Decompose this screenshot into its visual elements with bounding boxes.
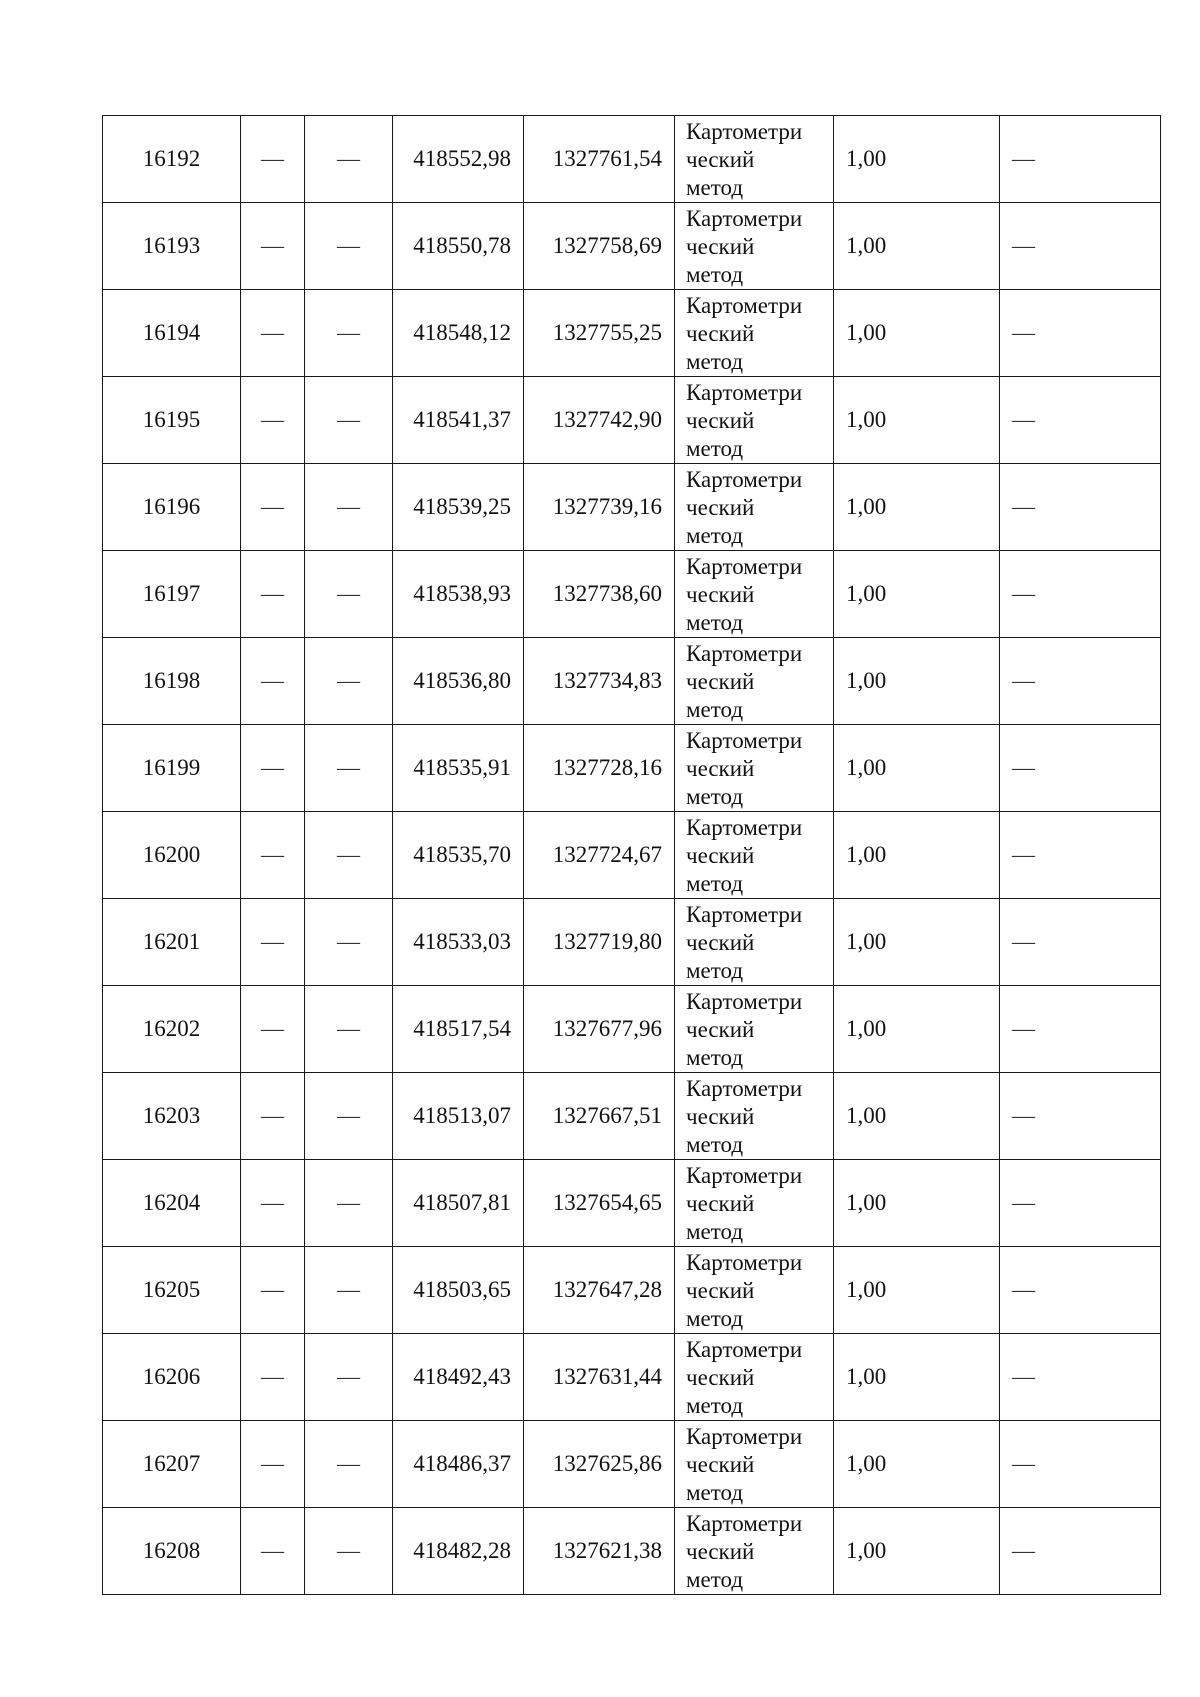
empty-cell: — bbox=[305, 464, 393, 551]
empty-cell: — bbox=[305, 812, 393, 899]
method-line: метод bbox=[686, 523, 744, 548]
method-line: Картометри bbox=[686, 206, 803, 231]
table-row bbox=[103, 1334, 1161, 1421]
empty-cell: — bbox=[305, 116, 393, 203]
point-number: 16197 bbox=[103, 551, 241, 638]
coordinate-y: 1327742,90 bbox=[524, 377, 675, 464]
empty-cell: — bbox=[241, 1508, 305, 1595]
empty-cell: — bbox=[241, 1421, 305, 1508]
coordinate-x: 418535,70 bbox=[393, 812, 524, 899]
precision-value: 1,00 bbox=[834, 1508, 1000, 1595]
empty-cell: — bbox=[1000, 638, 1161, 725]
empty-cell: — bbox=[305, 899, 393, 986]
table-row bbox=[103, 1073, 1161, 1160]
empty-cell: — bbox=[1000, 203, 1161, 290]
empty-cell: — bbox=[1000, 116, 1161, 203]
method-line: метод bbox=[686, 349, 744, 374]
method-line: ческий bbox=[686, 930, 755, 955]
method-line: Картометри bbox=[686, 1424, 803, 1449]
empty-cell: — bbox=[241, 1160, 305, 1247]
empty-cell: — bbox=[1000, 551, 1161, 638]
precision-value: 1,00 bbox=[834, 1160, 1000, 1247]
empty-cell: — bbox=[1000, 986, 1161, 1073]
empty-cell: — bbox=[241, 899, 305, 986]
method-line: ческий bbox=[686, 1191, 755, 1216]
table-row bbox=[103, 638, 1161, 725]
coordinate-x: 418552,98 bbox=[393, 116, 524, 203]
empty-cell: — bbox=[241, 1073, 305, 1160]
method-line: Картометри bbox=[686, 1250, 803, 1275]
method-cell bbox=[675, 203, 834, 290]
method-line: ческий bbox=[686, 1539, 755, 1564]
coordinate-y: 1327647,28 bbox=[524, 1247, 675, 1334]
empty-cell: — bbox=[305, 1508, 393, 1595]
method-cell bbox=[675, 725, 834, 812]
empty-cell: — bbox=[241, 812, 305, 899]
coordinates-table bbox=[102, 115, 1161, 1595]
coordinate-y: 1327719,80 bbox=[524, 899, 675, 986]
coordinate-y: 1327654,65 bbox=[524, 1160, 675, 1247]
precision-value: 1,00 bbox=[834, 1247, 1000, 1334]
method-line: Картометри bbox=[686, 641, 803, 666]
precision-value: 1,00 bbox=[834, 899, 1000, 986]
method-line: метод bbox=[686, 1393, 744, 1418]
empty-cell: — bbox=[305, 725, 393, 812]
method-line: Картометри bbox=[686, 293, 803, 318]
empty-cell: — bbox=[1000, 1508, 1161, 1595]
empty-cell: — bbox=[1000, 377, 1161, 464]
method-line: Картометри bbox=[686, 1076, 803, 1101]
precision-value: 1,00 bbox=[834, 1421, 1000, 1508]
precision-value: 1,00 bbox=[834, 1334, 1000, 1421]
method-line: ческий bbox=[686, 1452, 755, 1477]
method-line: Картометри bbox=[686, 1163, 803, 1188]
method-cell bbox=[675, 638, 834, 725]
method-line: Картометри bbox=[686, 119, 803, 144]
table-row bbox=[103, 116, 1161, 203]
table-row bbox=[103, 1508, 1161, 1595]
empty-cell: — bbox=[1000, 290, 1161, 377]
method-cell bbox=[675, 899, 834, 986]
method-line: метод bbox=[686, 871, 744, 896]
empty-cell: — bbox=[1000, 1073, 1161, 1160]
table-row bbox=[103, 290, 1161, 377]
point-number: 16196 bbox=[103, 464, 241, 551]
method-cell bbox=[675, 1421, 834, 1508]
method-line: ческий bbox=[686, 1017, 755, 1042]
coordinate-x: 418503,65 bbox=[393, 1247, 524, 1334]
empty-cell: — bbox=[305, 377, 393, 464]
empty-cell: — bbox=[1000, 1247, 1161, 1334]
empty-cell: — bbox=[241, 725, 305, 812]
method-line: метод bbox=[686, 784, 744, 809]
point-number: 16202 bbox=[103, 986, 241, 1073]
table-row bbox=[103, 812, 1161, 899]
method-line: метод bbox=[686, 175, 744, 200]
precision-value: 1,00 bbox=[834, 464, 1000, 551]
coordinate-x: 418538,93 bbox=[393, 551, 524, 638]
method-line: Картометри bbox=[686, 554, 803, 579]
precision-value: 1,00 bbox=[834, 725, 1000, 812]
method-line: Картометри bbox=[686, 380, 803, 405]
point-number: 16194 bbox=[103, 290, 241, 377]
empty-cell: — bbox=[241, 551, 305, 638]
point-number: 16206 bbox=[103, 1334, 241, 1421]
empty-cell: — bbox=[241, 638, 305, 725]
empty-cell: — bbox=[241, 986, 305, 1073]
point-number: 16195 bbox=[103, 377, 241, 464]
method-cell bbox=[675, 1160, 834, 1247]
empty-cell: — bbox=[305, 1421, 393, 1508]
empty-cell: — bbox=[1000, 464, 1161, 551]
precision-value: 1,00 bbox=[834, 812, 1000, 899]
coordinate-y: 1327758,69 bbox=[524, 203, 675, 290]
empty-cell: — bbox=[305, 986, 393, 1073]
coordinate-x: 418517,54 bbox=[393, 986, 524, 1073]
method-line: ческий bbox=[686, 234, 755, 259]
method-line: ческий bbox=[686, 495, 755, 520]
method-cell bbox=[675, 986, 834, 1073]
method-cell bbox=[675, 1247, 834, 1334]
coordinate-x: 418550,78 bbox=[393, 203, 524, 290]
method-line: ческий bbox=[686, 1278, 755, 1303]
empty-cell: — bbox=[1000, 1421, 1161, 1508]
method-line: Картометри bbox=[686, 989, 803, 1014]
method-cell bbox=[675, 377, 834, 464]
method-cell bbox=[675, 1073, 834, 1160]
table-row bbox=[103, 1421, 1161, 1508]
method-line: ческий bbox=[686, 582, 755, 607]
coordinate-x: 418482,28 bbox=[393, 1508, 524, 1595]
coordinate-y: 1327738,60 bbox=[524, 551, 675, 638]
empty-cell: — bbox=[1000, 1160, 1161, 1247]
empty-cell: — bbox=[1000, 812, 1161, 899]
empty-cell: — bbox=[241, 1334, 305, 1421]
coordinate-y: 1327677,96 bbox=[524, 986, 675, 1073]
coordinate-x: 418513,07 bbox=[393, 1073, 524, 1160]
coordinate-x: 418507,81 bbox=[393, 1160, 524, 1247]
table-row bbox=[103, 203, 1161, 290]
empty-cell: — bbox=[305, 638, 393, 725]
precision-value: 1,00 bbox=[834, 377, 1000, 464]
point-number: 16207 bbox=[103, 1421, 241, 1508]
point-number: 16200 bbox=[103, 812, 241, 899]
coordinate-y: 1327631,44 bbox=[524, 1334, 675, 1421]
method-line: Картометри bbox=[686, 815, 803, 840]
point-number: 16192 bbox=[103, 116, 241, 203]
point-number: 16204 bbox=[103, 1160, 241, 1247]
method-cell bbox=[675, 1508, 834, 1595]
method-line: ческий bbox=[686, 756, 755, 781]
point-number: 16198 bbox=[103, 638, 241, 725]
table-body bbox=[103, 116, 1161, 1595]
method-line: Картометри bbox=[686, 728, 803, 753]
precision-value: 1,00 bbox=[834, 1073, 1000, 1160]
coordinate-x: 418486,37 bbox=[393, 1421, 524, 1508]
coordinate-x: 418535,91 bbox=[393, 725, 524, 812]
empty-cell: — bbox=[305, 290, 393, 377]
coordinate-x: 418541,37 bbox=[393, 377, 524, 464]
coordinate-x: 418548,12 bbox=[393, 290, 524, 377]
coordinate-x: 418536,80 bbox=[393, 638, 524, 725]
precision-value: 1,00 bbox=[834, 116, 1000, 203]
point-number: 16199 bbox=[103, 725, 241, 812]
precision-value: 1,00 bbox=[834, 203, 1000, 290]
empty-cell: — bbox=[241, 116, 305, 203]
coordinate-y: 1327625,86 bbox=[524, 1421, 675, 1508]
point-number: 16203 bbox=[103, 1073, 241, 1160]
coordinate-y: 1327739,16 bbox=[524, 464, 675, 551]
method-cell bbox=[675, 464, 834, 551]
method-cell bbox=[675, 551, 834, 638]
method-line: Картометри bbox=[686, 1511, 803, 1536]
table-row bbox=[103, 986, 1161, 1073]
method-cell bbox=[675, 116, 834, 203]
table-row bbox=[103, 377, 1161, 464]
method-cell bbox=[675, 812, 834, 899]
table-row bbox=[103, 551, 1161, 638]
point-number: 16208 bbox=[103, 1508, 241, 1595]
empty-cell: — bbox=[305, 1247, 393, 1334]
empty-cell: — bbox=[305, 1073, 393, 1160]
coordinate-y: 1327621,38 bbox=[524, 1508, 675, 1595]
method-line: метод bbox=[686, 1219, 744, 1244]
coordinate-y: 1327761,54 bbox=[524, 116, 675, 203]
coordinate-y: 1327755,25 bbox=[524, 290, 675, 377]
method-line: ческий bbox=[686, 321, 755, 346]
empty-cell: — bbox=[305, 203, 393, 290]
method-line: ческий bbox=[686, 843, 755, 868]
precision-value: 1,00 bbox=[834, 551, 1000, 638]
empty-cell: — bbox=[241, 290, 305, 377]
method-line: ческий bbox=[686, 1104, 755, 1129]
method-line: метод bbox=[686, 1567, 744, 1592]
empty-cell: — bbox=[241, 1247, 305, 1334]
table-row bbox=[103, 1160, 1161, 1247]
empty-cell: — bbox=[241, 203, 305, 290]
method-line: метод bbox=[686, 1480, 744, 1505]
point-number: 16193 bbox=[103, 203, 241, 290]
method-line: ческий bbox=[686, 147, 755, 172]
method-line: метод bbox=[686, 1306, 744, 1331]
empty-cell: — bbox=[305, 1334, 393, 1421]
coordinate-y: 1327667,51 bbox=[524, 1073, 675, 1160]
table-row bbox=[103, 464, 1161, 551]
method-line: метод bbox=[686, 262, 744, 287]
empty-cell: — bbox=[305, 551, 393, 638]
method-line: Картометри bbox=[686, 467, 803, 492]
method-line: Картометри bbox=[686, 902, 803, 927]
empty-cell: — bbox=[241, 377, 305, 464]
method-line: ческий bbox=[686, 669, 755, 694]
precision-value: 1,00 bbox=[834, 986, 1000, 1073]
table-row bbox=[103, 1247, 1161, 1334]
empty-cell: — bbox=[1000, 899, 1161, 986]
table-row bbox=[103, 899, 1161, 986]
method-line: метод bbox=[686, 958, 744, 983]
coordinate-y: 1327734,83 bbox=[524, 638, 675, 725]
method-line: метод bbox=[686, 1132, 744, 1157]
point-number: 16201 bbox=[103, 899, 241, 986]
empty-cell: — bbox=[241, 464, 305, 551]
empty-cell: — bbox=[1000, 1334, 1161, 1421]
precision-value: 1,00 bbox=[834, 638, 1000, 725]
empty-cell: — bbox=[305, 1160, 393, 1247]
method-line: метод bbox=[686, 436, 744, 461]
method-line: ческий bbox=[686, 408, 755, 433]
method-line: метод bbox=[686, 697, 744, 722]
method-line: метод bbox=[686, 610, 744, 635]
method-line: ческий bbox=[686, 1365, 755, 1390]
method-cell bbox=[675, 1334, 834, 1421]
method-line: метод bbox=[686, 1045, 744, 1070]
coordinate-x: 418539,25 bbox=[393, 464, 524, 551]
method-line: Картометри bbox=[686, 1337, 803, 1362]
empty-cell: — bbox=[1000, 725, 1161, 812]
table-row bbox=[103, 725, 1161, 812]
coordinate-y: 1327724,67 bbox=[524, 812, 675, 899]
coordinate-x: 418533,03 bbox=[393, 899, 524, 986]
coordinate-y: 1327728,16 bbox=[524, 725, 675, 812]
coordinate-x: 418492,43 bbox=[393, 1334, 524, 1421]
point-number: 16205 bbox=[103, 1247, 241, 1334]
precision-value: 1,00 bbox=[834, 290, 1000, 377]
method-cell bbox=[675, 290, 834, 377]
